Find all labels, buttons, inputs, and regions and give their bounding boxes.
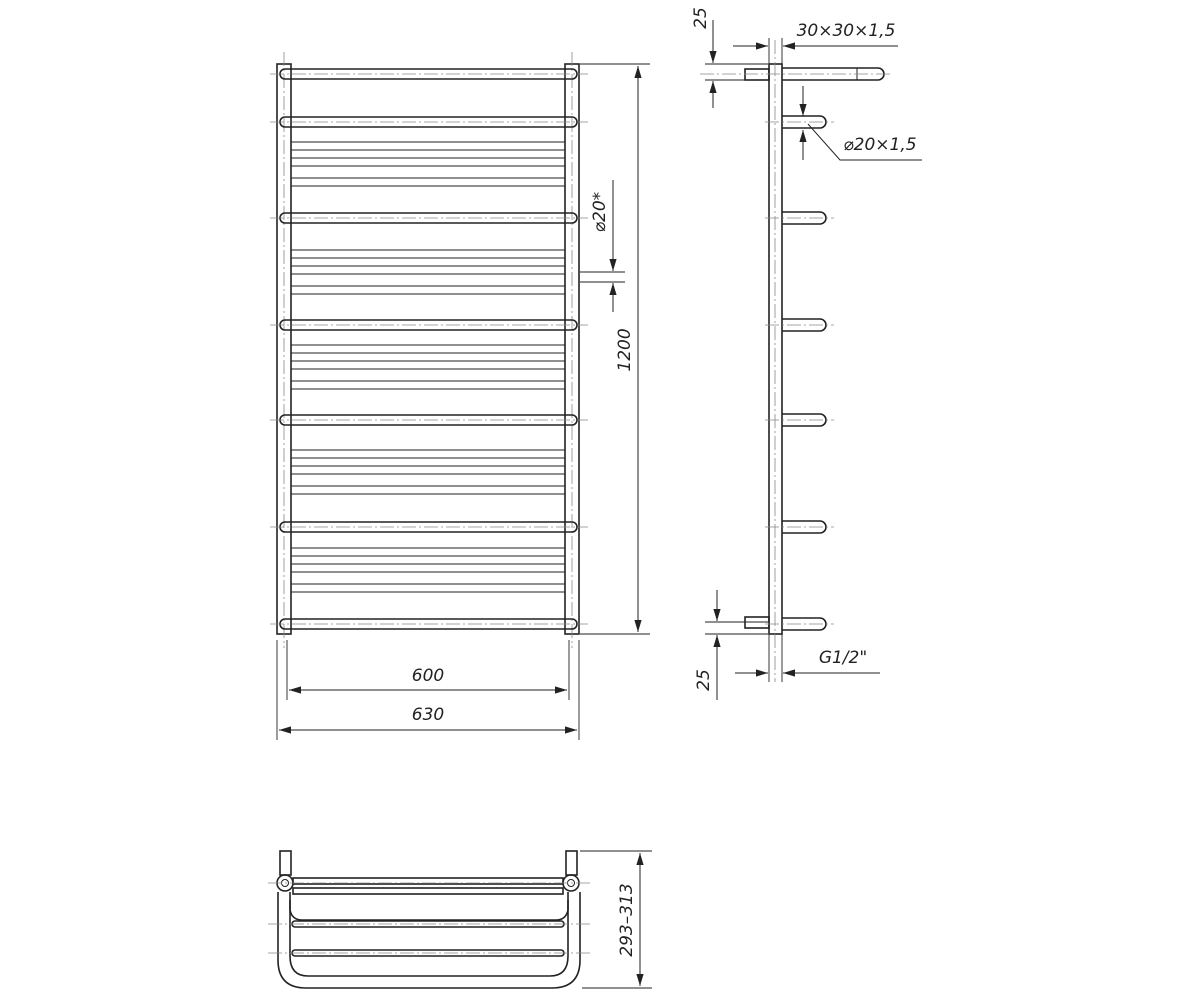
dim-height-label: 1200: [615, 328, 635, 372]
shelf-outline: [278, 892, 580, 988]
heating-tube: [291, 142, 565, 150]
top-connector: [745, 69, 769, 80]
dim-tube-label: ⌀20*: [590, 191, 610, 233]
heating-tube: [291, 286, 565, 294]
side-post: [769, 64, 782, 634]
front-view: [270, 52, 650, 740]
front-rungs: [270, 69, 588, 629]
heating-tube: [291, 178, 565, 186]
heating-tube: [291, 548, 565, 556]
heating-tube: [291, 381, 565, 389]
heating-tube: [291, 564, 565, 572]
dim-offset-top-label: 25: [691, 7, 711, 29]
heating-tube: [291, 584, 565, 592]
top-left-post: [280, 851, 291, 875]
heating-tube: [291, 450, 565, 458]
dim-thread-label: G1/2": [818, 648, 868, 668]
dim-width-inner-label: 600: [411, 666, 445, 686]
dim-offset-bottom-label: 25: [694, 669, 714, 691]
side-view: [691, 7, 922, 700]
top-right-post: [566, 851, 577, 875]
bottom-connector: [745, 617, 769, 628]
top-view: [268, 851, 652, 988]
heating-tube: [291, 345, 565, 353]
heating-tube: [291, 158, 565, 166]
heating-tube: [291, 361, 565, 369]
dim-tube-side-label: ⌀20×1,5: [843, 135, 917, 155]
dim-profile-label: 30×30×1,5: [796, 21, 896, 41]
heating-tube: [291, 250, 565, 258]
dim-depth-label: 293–313: [617, 883, 637, 957]
heating-tube: [291, 266, 565, 274]
dim-width-outer-label: 630: [411, 705, 445, 725]
heating-tube: [291, 466, 565, 474]
heating-tube: [291, 486, 565, 494]
